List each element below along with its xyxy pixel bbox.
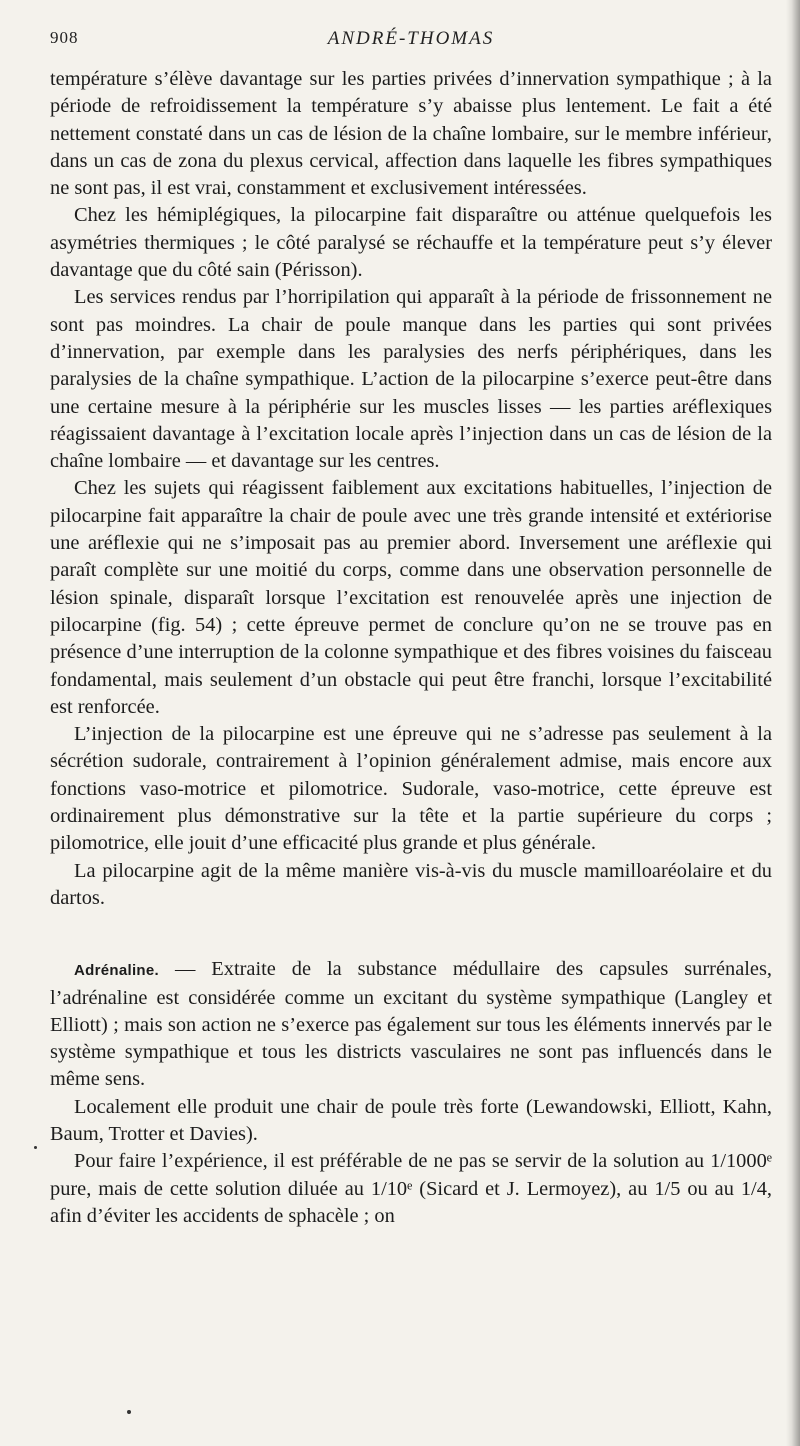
- paragraph-experience: Pour faire l’expérience, il est préférable de ne pas se servir de la solution au 1/1000ᵉ pure, mais de cette solution diluée au 1/10ᵉ (Sicard et J. Lermoyez), au 1/5 ou au 1/4, afin d’éviter les accidents de sphacèle ; on: [50, 1150, 772, 1227]
- page-number: 908: [50, 28, 79, 47]
- page-edge-shadow: [786, 0, 800, 1446]
- running-title: ANDRÉ-THOMAS: [327, 28, 495, 49]
- print-speck: [127, 1410, 131, 1414]
- paragraph-localement: Localement elle produit une chair de poule très forte (Lewandowski, Elliott, Kahn, Baum, Trotter et Davies).: [50, 1095, 772, 1145]
- paragraph-sujets: Chez les sujets qui réagissent faiblement aux excitations habituelles, l’injection de pilocarpine fait apparaître la chair de poule avec une très grande intensité et extériorise une aréflexie qui ne s’imposait pas au premier abord. Inversement une aréflexie qui paraît complète sur une moitié du corps, comme dans une observation personnelle de lésion spinale, disparaît lorsque l’excitation est renouvelée après une injection de pilocarpine (fig. 54) ; cette épreuve permet de conclure qu’on ne se trouve pas en présence d’une interruption de la colonne sympathique et des fibres voisines du faisceau fondamental, mais seulement d’un obstacle qui peut être franchi, lorsque l’excitabilité est renforcée.: [50, 477, 772, 718]
- paragraph-mamillo: La pilocarpine agit de la même manière vis-à-vis du muscle mamilloaréolaire et du dartos.: [50, 859, 772, 909]
- print-speck: [34, 1146, 37, 1149]
- paragraph-adrenaline: [50, 956, 772, 1093]
- page-header: [50, 28, 772, 54]
- paragraph-horripilation: Les services rendus par l’horripilation qui apparaît à la période de frissonnement ne sont pas moindres. La chair de poule manque dans les parties qui sont privées d’innervation, par exemple dans les paralysies des nerfs périphériques, dans les paralysies de la chaîne sympathique. L’action de la pilocarpine s’exerce peut-être dans une certaine mesure à la périphérie sur les muscles lisses — les parties aréflexiques réagissaient davantage à l’excitation locale après l’injection dans un cas de lésion de la chaîne lombaire — et davantage sur les centres.: [50, 286, 772, 473]
- main-text: [50, 66, 772, 1230]
- section-heading-adrenaline: Adrénaline.: [74, 962, 159, 980]
- paragraph-injection: L’injection de la pilocarpine est une épreuve qui ne s’adresse pas seulement à la sécrétion sudorale, contrairement à l’opinion généralement admise, mais encore aux fonctions vaso-motrice et pilomotrice. Sudorale, vaso-motrice, cette épreuve est ordinairement plus démonstrative sur la tête et la partie supérieure du corps ; pilomotrice, elle jouit d’une efficacité plus grande et plus générale.: [50, 723, 772, 855]
- section-separator: [50, 912, 772, 956]
- paragraph-temperature: température s’élève davantage sur les parties privées d’innervation sympathique ; à la période de refroidissement la température s’y abaisse plus lentement. Le fait a été nettement constaté dans un cas de lésion de la chaîne lombaire, sur le membre inférieur, dans un cas de zona du plexus cervical, affection dans laquelle les fibres sympathiques ne sont pas, il est vrai, constamment et exclusivement intéressées.: [50, 68, 772, 200]
- paragraph-hemiplegiques: Chez les hémiplégiques, la pilocarpine fait disparaître ou atténue quelquefois les asymétries thermiques ; le côté paralysé se réchauffe et la température peut s’y élever davantage que du côté sain (Périsson).: [50, 204, 772, 282]
- section-lead-text: — Extraite de la substance médullaire des capsules surrénales, l’adrénaline est considérée comme un excitant du système sympathique (Langley et Elliott) ; mais son action ne s’exerce pas également sur tous les éléments innervés par le système sympathique et tous les districts vasculaires ne sont pas influencés dans le même sens.: [50, 958, 772, 1091]
